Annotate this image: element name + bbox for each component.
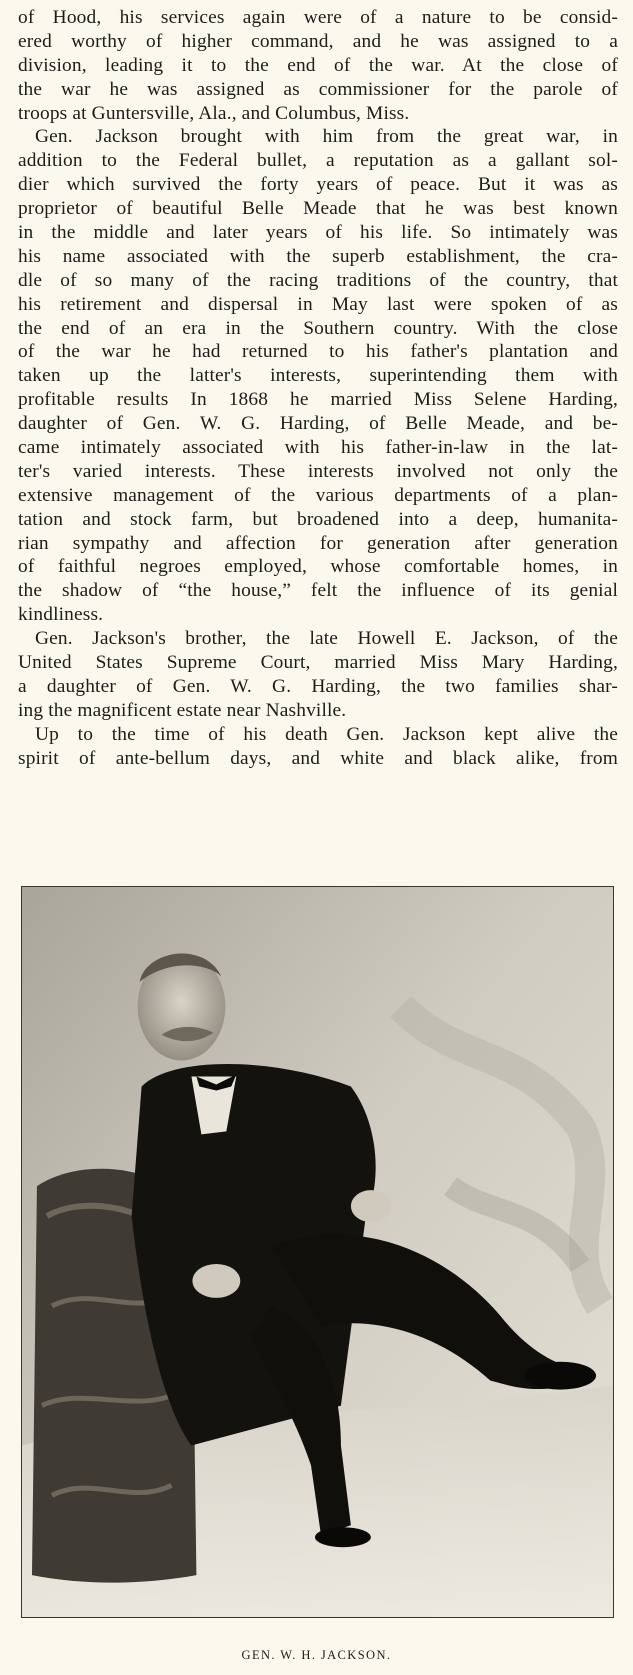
text-line: troops at Guntersville, Ala., and Columbus, Miss.: [18, 102, 410, 124]
text-line: ter's varied interests. These interests involved not only the: [18, 460, 618, 482]
text-line: ing the magnificent estate near Nashville.: [18, 699, 347, 721]
text-line: the shadow of “the house,” felt the influence of its genial: [18, 580, 618, 602]
text-line: tation and stock farm, but broadened into a deep, humanita-: [18, 508, 618, 530]
text-line: came intimately associated with his father-in-law in the lat-: [18, 437, 618, 459]
text-line: the end of an era in the Southern country. With the close: [18, 317, 618, 339]
article-body: [18, 6, 618, 771]
text-line: dier which survived the forty years of peace. But it was as: [18, 174, 618, 196]
portrait-photo: [21, 886, 614, 1618]
text-line: rian sympathy and affection for generation after generation: [18, 532, 618, 554]
text-line: kindliness.: [18, 604, 104, 626]
paragraph-first-line: Up to the time of his death Gen. Jackson kept alive the: [35, 723, 618, 745]
text-line: his retirement and dispersal in May last were spoken of as: [18, 293, 618, 315]
text-line: spirit of ante-bellum days, and white and black alike, from: [18, 747, 618, 769]
text-line: profitable results In 1868 he married Miss Selene Harding,: [18, 389, 618, 411]
paragraph-first-line: Gen. Jackson's brother, the late Howell E. Jackson, of the: [35, 628, 618, 650]
text-line: division, leading it to the end of the war. At the close of: [18, 54, 618, 76]
text-line: proprietor of beautiful Belle Meade that he was best known: [18, 198, 618, 220]
photo-caption: GEN. W. H. JACKSON.: [241, 1648, 392, 1662]
paragraph-first-line: Gen. Jackson brought with him from the great war, in: [35, 126, 618, 148]
text-line: of Hood, his services again were of a nature to be consid-: [18, 7, 618, 28]
text-line: extensive management of the various departments of a plan-: [18, 484, 618, 506]
text-line: daughter of Gen. W. G. Harding, of Belle Meade, and be-: [18, 413, 618, 435]
text-line: the war he was assigned as commissioner for the parole of: [18, 78, 618, 100]
text-line: of faithful negroes employed, whose comfortable homes, in: [18, 556, 618, 578]
text-line: taken up the latter's interests, superintending them with: [18, 365, 618, 387]
text-line: United States Supreme Court, married Miss Mary Harding,: [18, 652, 618, 674]
text-line: ered worthy of higher command, and he was assigned to a: [18, 30, 618, 52]
text-line: addition to the Federal bullet, a reputation as a gallant sol-: [18, 150, 618, 172]
portrait-illustration: [22, 887, 613, 1617]
text-line: dle of so many of the racing traditions of the country, that: [18, 269, 618, 291]
text-line: in the middle and later years of his life. So intimately was: [18, 222, 618, 244]
text-line: his name associated with the superb establishment, the cra-: [18, 245, 618, 267]
text-line: a daughter of Gen. W. G. Harding, the two families shar-: [18, 675, 618, 697]
text-line: of the war he had returned to his father's plantation and: [18, 341, 618, 363]
